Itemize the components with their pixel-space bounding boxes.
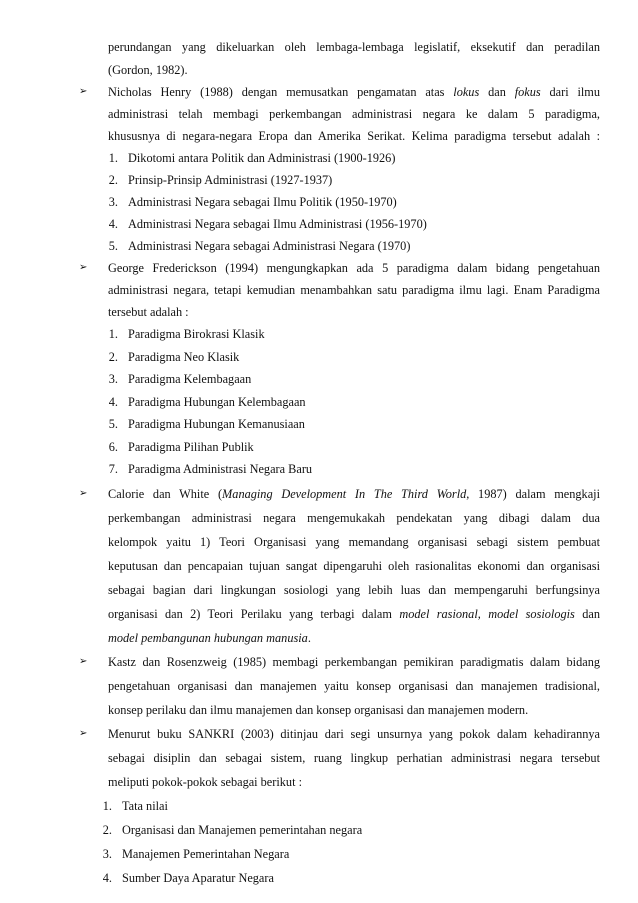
list-number: 2. [108,350,118,364]
calorie-line-4: keputusan dan pencapaian tujuan sangat dipengaruhi oleh rasionalitas ekonomi dan organisasi [108,559,600,573]
list-number: 3. [108,372,118,386]
henry-line-3: khususnya di negara-negara Eropa dan Amerika Serikat. Kelima paradigma tersebut adalah : [108,129,600,143]
list-number: 2. [102,823,112,837]
list-item: Paradigma Birokrasi Klasik [128,327,265,341]
kastz-line-3: konsep perilaku dan ilmu manajemen dan konsep organisasi dan manajemen modern. [108,703,529,717]
frederickson-line-1: George Frederickson (1994) mengungkapkan ada 5 paradigma dalam bidang pengetahuan [108,261,600,275]
frederickson-line-3: tersebut adalah : [108,305,189,319]
list-number: 3. [102,847,112,861]
calorie-line-1: Calorie dan White (Managing Development In The Third World, 1987) dalam mengkaji [108,487,600,501]
bullet-arrow-icon: ➢ [79,86,88,97]
list-item: Administrasi Negara sebagai Administrasi Negara (1970) [128,239,411,253]
list-number: 1. [102,799,112,813]
list-item: Paradigma Hubungan Kelembagaan [128,395,306,409]
bullet-arrow-icon: ➢ [79,262,88,273]
list-item: Organisasi dan Manajemen pemerintahan negara [122,823,363,837]
list-number: 5. [108,417,118,431]
list-item: Dikotomi antara Politik dan Administrasi (1900-1926) [128,151,396,165]
calorie-line-2: perkembangan administrasi negara mengemukakah pendekatan yang dibagi dalam dua [108,511,600,525]
intro-line-2: (Gordon, 1982). [108,63,188,77]
list-item: Sumber Daya Aparatur Negara [122,871,274,885]
list-number: 4. [108,395,118,409]
list-item: Administrasi Negara sebagai Ilmu Administrasi (1956-1970) [128,217,427,231]
list-item: Paradigma Hubungan Kemanusiaan [128,417,305,431]
calorie-line-6: organisasi dan 2) Teori Perilaku yang terbagi dalam model rasional, model sosiologis dan [108,607,600,621]
list-item: Prinsip-Prinsip Administrasi (1927-1937) [128,173,333,187]
list-item: Manajemen Pemerintahan Negara [122,847,290,861]
list-item: Paradigma Pilihan Publik [128,440,254,454]
list-item: Paradigma Administrasi Negara Baru [128,462,313,476]
list-number: 7. [108,462,118,476]
bullet-arrow-icon: ➢ [79,728,88,739]
sankri-line-2: sebagai disiplin dan sebagai sistem, ruang lingkup perhatian administrasi negara tersebut [108,751,600,765]
list-item: Paradigma Neo Klasik [128,350,240,364]
kastz-line-2: pengetahuan organisasi dan manajemen yaitu konsep organisasi dan manajemen tradisional, [108,679,600,693]
list-number: 1. [108,327,118,341]
sankri-line-1: Menurut buku SANKRI (2003) ditinjau dari segi unsurnya yang pokok dalam kehadirannya [108,727,600,741]
list-item: Administrasi Negara sebagai Ilmu Politik (1950-1970) [128,195,397,209]
list-number: 4. [108,217,118,231]
henry-line-2: administrasi telah membagi perkembangan administrasi negara ke dalam 5 paradigma, [108,107,600,121]
list-number: 6. [108,440,118,454]
list-number: 2. [108,173,118,187]
calorie-line-5: sebagai bagian dari lingkungan sosiologi yang lebih luas dan mempengaruhi berfungsinya [108,583,600,597]
calorie-line-7: model pembangunan hubungan manusia. [108,631,311,645]
list-number: 1. [108,151,118,165]
intro-line-1: perundangan yang dikeluarkan oleh lembaga-lembaga legislatif, eksekutif dan peradilan [108,40,600,54]
bullet-arrow-icon: ➢ [79,656,88,667]
kastz-line-1: Kastz dan Rosenzweig (1985) membagi perkembangan pemikiran paradigmatis dalam bidang [108,655,600,669]
calorie-line-3: kelompok yaitu 1) Teori Organisasi yang memandang organisasi sebagi sistem pembuat [108,535,600,549]
list-item: Paradigma Kelembagaan [128,372,252,386]
bullet-arrow-icon: ➢ [79,488,88,499]
sankri-line-3: meliputi pokok-pokok sebagai berikut : [108,775,302,789]
frederickson-line-2: administrasi negara, tetapi kemudian menambahkan satu paradigma ilmu lagi. Enam Paradigma [108,283,600,297]
list-number: 4. [102,871,112,885]
henry-line-1: Nicholas Henry (1988) dengan memusatkan pengamatan atas lokus dan fokus dari ilmu [108,85,600,99]
list-number: 3. [108,195,118,209]
list-number: 5. [108,239,118,253]
list-item: Tata nilai [122,799,168,813]
